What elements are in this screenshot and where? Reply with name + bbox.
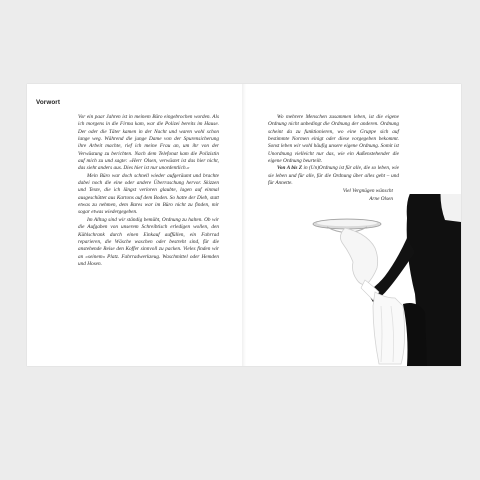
paragraph: Wo mehrere Menschen zusammen leben, ist die eigene Ordnung nicht unbedingt die Ordnung der anderen. Ordnung scheint da zu funktionieren, wo eine Gruppe sich auf bestimmte Normen einigt oder diese vorgegeben bekommt. Sonst leben wir wohl häufig unsere eigene Ordnung. Somit ist Unordnung vielleicht nur das, wie ein Außenstehender die eigene Ordnung beurteilt.	[268, 114, 399, 165]
section-heading: Vorwort	[36, 99, 61, 106]
paragraph-text: in (Un)Ordnung ist für alle, die so leben, wie sie leben und für alle, für die Ordnung über alles geht – und für Annette.	[268, 165, 399, 187]
closing-line: Viel Vergnügen wünscht	[342, 188, 393, 195]
paragraph-dedication	[268, 165, 399, 187]
page-gutter	[242, 84, 246, 366]
author-signature: Arne Olsen	[369, 195, 393, 202]
left-text-column	[78, 114, 219, 268]
paragraph: Vor ein paar Jahren ist in meinem Büro eingebrochen worden. Als ich morgens in die Firma kam, war die Polizei bereits im Hause. Der oder die Täter kamen in der Nacht und waren wohl schon lange weg. Während die junge Dame von der Spurensicherung ihre Arbeit machte, rief ich meine Frau an, um ihr von der Verwüstung zu berichten. Nach dem Telefonat kam die Polizistin auf mich zu und sagte: »Herr Olsen, verwüstet ist das hier nicht, das sieht anders aus. Dies hier ist nur unordentlich.«	[78, 114, 219, 172]
book-spread	[27, 84, 461, 366]
butler-with-silver-tray-illustration	[307, 194, 461, 366]
paragraph: Mein Büro war doch schnell wieder aufgeräumt und brachte dabei noch die eine oder andere Überraschung hervor. Skizzen und Texte, die ich längst verloren glaubte, lagen auf einmal ausgeschüttet aus Kartons auf dem Boden. So hatte der Dieb, statt etwas zu nehmen, dem Bares war im Büro nicht zu finden, mir sogar etwas wiedergegeben.	[78, 172, 219, 216]
right-text-column	[268, 114, 399, 203]
paragraph: Im Alltag sind wir ständig bemüht, Ordnung zu halten. Ob wir die Aufgaben von unserem Schreibtisch erledigen wollen, den Kühlschrank durch einen Einkauf auffüllen, ein Fahrrad reparieren, die Wäsche waschen oder bestreht sind, für die anstehende Reise den Koffer sinnvoll zu packen. Vieles finden wir an »seinem« Platz. Fahrradwerkzeug. Waschmittel oder Hemden und Hosen.	[78, 216, 219, 267]
emphasis-text: Von A bis Z	[277, 165, 303, 172]
